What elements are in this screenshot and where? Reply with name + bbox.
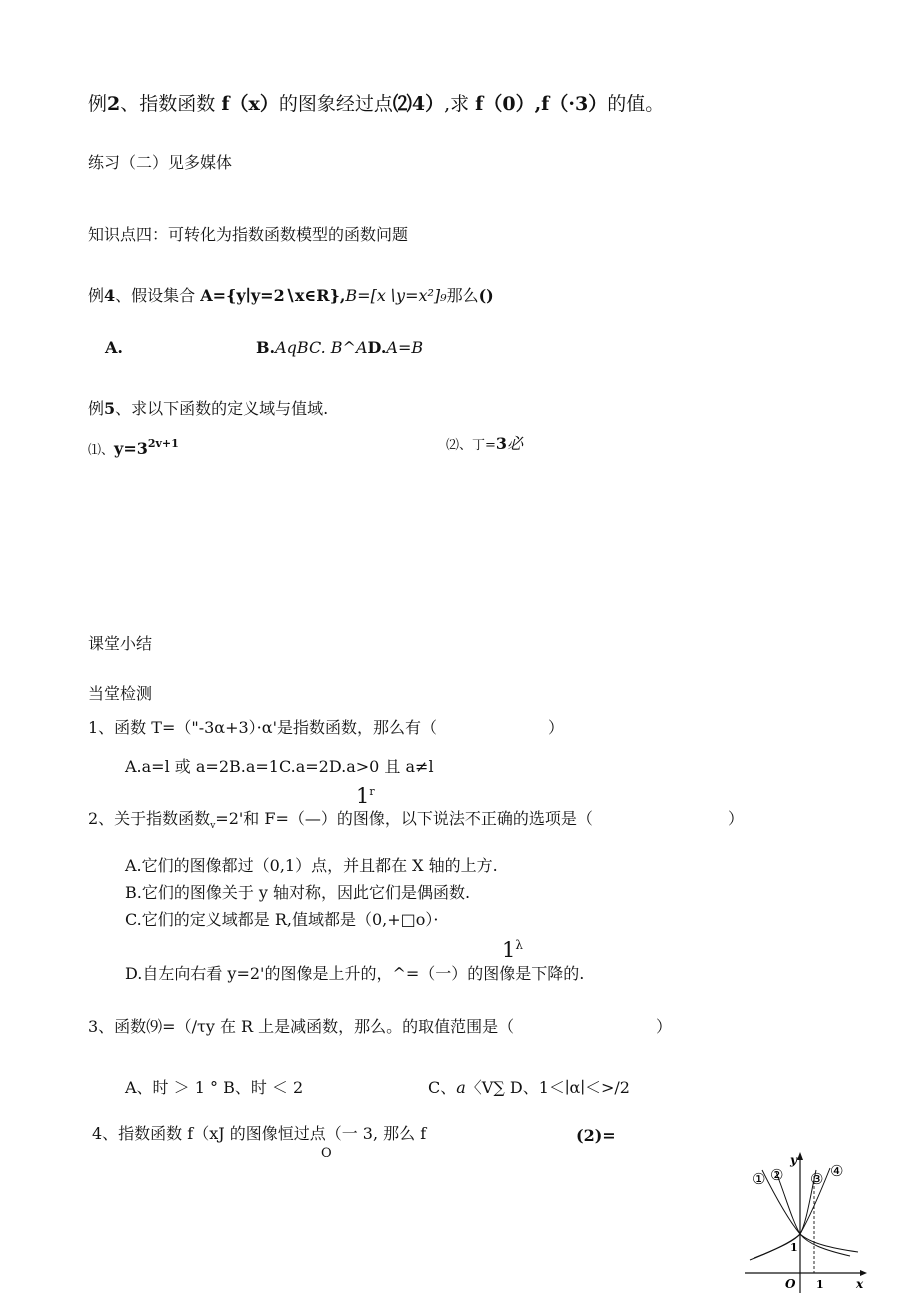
- x-label: x: [856, 1277, 864, 1291]
- part-1-exponent: 2v+1: [147, 437, 179, 450]
- x-axis-arrow: [860, 1270, 867, 1276]
- question-2-close: ）: [728, 809, 745, 828]
- class-test: 当堂检测: [88, 684, 153, 703]
- example-2-number: 2: [107, 93, 121, 115]
- example-2-fx: f（x）: [221, 93, 279, 115]
- question-3-options-cd: [428, 1078, 630, 1098]
- example-4-label: 例: [88, 286, 105, 305]
- curve-1-label: ①: [752, 1170, 766, 1188]
- example-4-option-a: A.: [105, 338, 123, 357]
- question-3: 3、函数⑼=（∕τy 在 R 上是减函数，那么。的取值范围是（: [88, 1017, 515, 1036]
- example-2: [88, 92, 664, 116]
- example-4-options: [256, 338, 423, 358]
- y-one-label: 1: [790, 1241, 798, 1254]
- example-4-option-d: D.: [367, 338, 387, 357]
- question-2-mid-num: 1: [502, 938, 516, 962]
- question-4: 4、指数函数 f（xJ 的图像恒过点（一 3, 那么 f: [92, 1124, 427, 1143]
- question-3-option-c-var: a: [456, 1078, 466, 1097]
- y-axis-arrow: [797, 1152, 803, 1160]
- question-2-option-b: B.它们的图像关于 y 轴对称，因此它们是偶函数.: [125, 883, 471, 902]
- curve-3-label: ③: [810, 1170, 824, 1188]
- example-4-text: 、假设集合: [115, 286, 196, 305]
- example-5: [88, 399, 328, 419]
- example-2-label: 例: [88, 93, 108, 115]
- question-2-pre: 2、关于指数函数: [88, 809, 211, 828]
- question-1-close: ）: [548, 718, 565, 737]
- example-2-point: ⑵4）: [392, 93, 445, 115]
- question-2-option-c: C.它们的定义域都是 R,值域都是（0,+□o）·: [125, 910, 439, 929]
- question-3-close: ）: [656, 1017, 673, 1036]
- part-2-label: ⑵、丁=: [446, 438, 496, 453]
- question-2-sub: v: [210, 821, 216, 831]
- question-2-num-1: 1: [356, 784, 370, 808]
- question-1: 1、函数 T=（"-3α+3）·α'是指数函数，那么有（: [88, 718, 437, 737]
- question-2-post: =2'和 F=（—）的图像，以下说法不正确的选项是（: [215, 809, 593, 828]
- question-2-option-a: A.它们的图像都过（0,1）点，并且都在 X 轴的上方.: [125, 856, 498, 875]
- practice-2: 练习（二）见多媒体: [88, 153, 233, 172]
- curve-4-label: ④: [830, 1162, 844, 1180]
- example-4-option-bc: AqBC. B^A: [275, 338, 368, 357]
- example-5-part-2: [446, 434, 523, 456]
- question-3-option-cd-text: 〈V∑ D、1＜∣α∣＜>/2: [465, 1078, 630, 1097]
- example-2-ask: ,求: [444, 93, 470, 115]
- part-1-label: ⑴、: [88, 443, 115, 458]
- question-4-sub: O: [321, 1146, 332, 1161]
- example-5-number: 5: [104, 399, 116, 418]
- example-4-paren: (): [478, 286, 494, 305]
- question-1-options: A.a=l 或 a=2B.a=1C.a=2D.a>0 且 a≠l: [125, 757, 434, 776]
- question-2-fraction-num: [356, 780, 375, 808]
- example-5-label: 例: [88, 399, 105, 418]
- class-summary: 课堂小结: [88, 634, 153, 653]
- question-2: [88, 809, 593, 836]
- example-2-text-2: 的图象经过点: [278, 93, 393, 115]
- x-one-label: 1: [816, 1278, 824, 1291]
- example-4-option-d-text: A=B: [386, 338, 424, 357]
- exponential-graph: [740, 1148, 875, 1298]
- question-2-mid-fraction: [502, 933, 523, 962]
- curve-2-label: ②: [770, 1166, 784, 1184]
- example-4-set-a: A={y∣y=2∖x∈R},: [200, 286, 346, 305]
- part-2-expr: 3: [495, 434, 508, 453]
- example-4-set-b: B=[x∖y=x²]₉: [345, 286, 447, 305]
- knowledge-point-4: 知识点四：可转化为指数函数模型的函数问题: [88, 225, 409, 244]
- example-4-option-b: B.: [256, 338, 276, 357]
- part-1-expr: y=3: [114, 439, 148, 458]
- example-2-text: 、指数函数: [120, 93, 216, 115]
- example-5-text: 、求以下函数的定义域与值域.: [115, 399, 329, 418]
- question-3-options-ab: A、时 ＞ 1 ° B、时 ＜ 2: [125, 1078, 304, 1097]
- example-2-values: f（0）,f（·3）: [475, 93, 608, 115]
- question-4-tail: (2)=: [576, 1126, 616, 1145]
- example-4-then: 那么: [446, 286, 479, 305]
- part-2-tail: 必: [507, 434, 524, 453]
- question-2-num-sup: r: [369, 785, 375, 798]
- question-3-option-c: C、: [428, 1078, 457, 1097]
- y-label: y: [790, 1153, 797, 1167]
- example-5-part-1: [88, 434, 179, 461]
- example-2-end: 的值。: [607, 93, 665, 115]
- question-2-mid-sup: λ: [515, 938, 523, 952]
- example-4: [88, 286, 494, 306]
- example-4-number: 4: [104, 286, 116, 305]
- question-2-option-d: D.自左向右看 y=2'的图像是上升的，^=（一）的图像是下降的.: [125, 964, 585, 983]
- origin-label: O: [785, 1277, 796, 1291]
